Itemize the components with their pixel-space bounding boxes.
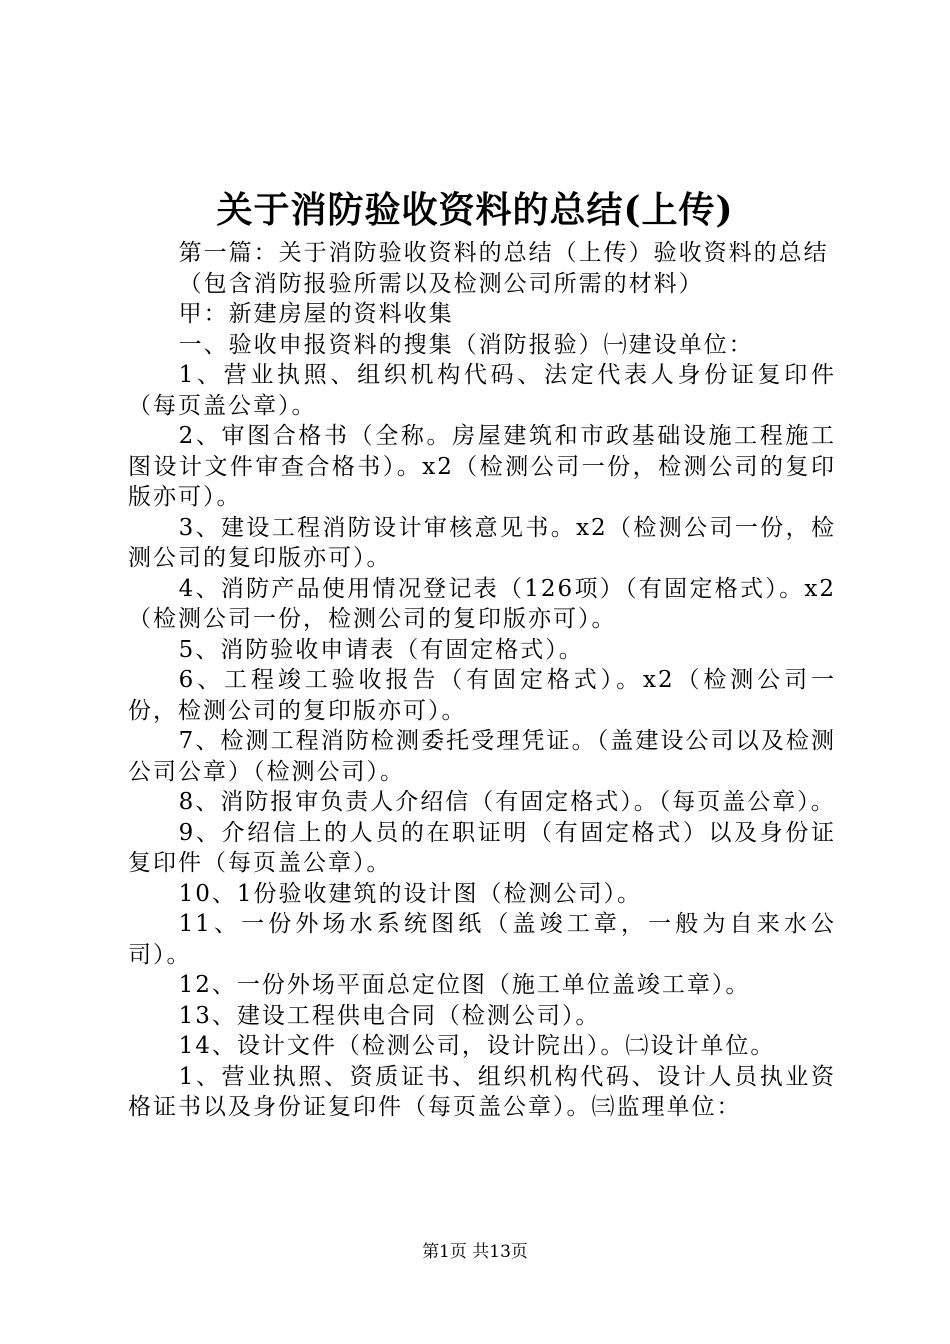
paragraph: 1、营业执照、资质证书、组织机构代码、设计人员执业资格证书以及身份证复印件（每页盖公章）。㈢监理单位： [128,1063,836,1120]
page-number-footer: 第1页 共13页 [422,1242,528,1262]
paragraph: 14、设计文件（检测公司，设计院出）。㈡设计单位。 [178,1033,776,1059]
document-body [128,238,836,1123]
paragraph: 9、介绍信上的人员的在职证明（有固定格式）以及身份证复印件（每页盖公章）。 [128,819,836,876]
paragraph: 一、验收申报资料的搜集（消防报验）㈠建设单位： [178,331,754,358]
paragraph: （包含消防报验所需以及检测公司所需的材料） [178,270,704,297]
paragraph: 6、工程竣工验收报告（有固定格式）。x2（检测公司一份，检测公司的复印版亦可）。 [128,667,836,724]
document-title: 关于消防验收资料的总结(上传) [216,189,734,231]
paragraph: 12、一份外场平面总定位图（施工单位盖竣工章）。 [178,972,751,998]
paragraph: 5、消防验收申请表（有固定格式）。 [178,636,584,663]
paragraph: 3、建设工程消防设计审核意见书。x2（检测公司一份，检测公司的复印版亦可）。 [128,514,836,571]
paragraph: 1、营业执照、组织机构代码、法定代表人身份证复印件（每页盖公章）。 [128,362,836,419]
paragraph: 甲：新建房屋的资料收集 [178,301,454,327]
paragraph: 第一篇：关于消防验收资料的总结（上传）验收资料的总结 [178,240,829,266]
paragraph: 13、建设工程供电合同（检测公司）。 [178,1002,601,1029]
paragraph: 7、检测工程消防检测委托受理凭证。（盖建设公司以及检测公司公章）（检测公司）。 [128,728,836,785]
paragraph: 10、1份验收建筑的设计图（检测公司）。 [178,880,642,907]
paragraph: 2、审图合格书（全称。房屋建筑和市政基础设施工程施工图设计文件审查合格书）。x2（检测公司一份，检测公司的复印版亦可）。 [128,423,836,510]
paragraph: 4、消防产品使用情况登记表（126项）（有固定格式）。x2（检测公司一份，检测公司的复印版亦可）。 [128,575,836,632]
paragraph: 11、一份外场水系统图纸（盖竣工章，一般为自来水公司）。 [128,911,836,968]
paragraph: 8、消防报审负责人介绍信（有固定格式）。（每页盖公章）。 [178,789,836,815]
